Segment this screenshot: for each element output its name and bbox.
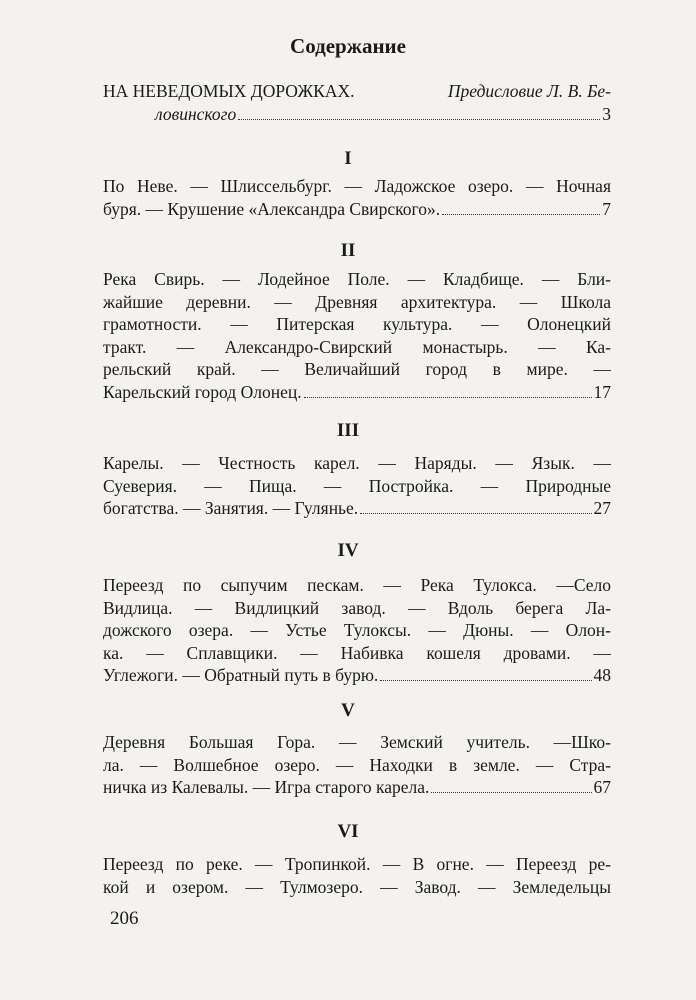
toc-entry-chapter-5 [103, 731, 611, 799]
toc-last-line [103, 198, 611, 221]
toc-entry-chapter-3 [103, 452, 611, 520]
toc-entry-chapter-1 [103, 175, 611, 220]
toc-line: жайшие деревни. — Древняя архитектура. — Школа [103, 291, 611, 312]
preface-page-number: 3 [602, 103, 611, 124]
chapter-numeral-3: III [336, 420, 360, 441]
chapter-numeral-4: IV [337, 540, 359, 561]
toc-line: Переезд по реке. — Тропинкой. — В огне. — Переезд ре- [103, 854, 611, 874]
toc-line: Карелы. — Честность карел. — Наряды. — Язык. — [103, 453, 611, 473]
toc-page-number: 7 [602, 198, 611, 219]
toc-last-line [103, 664, 611, 687]
toc-last-line [103, 776, 611, 799]
toc-line: ка. — Сплавщики. — Набивка кошеля дровами. — [103, 642, 611, 663]
toc-line: Река Свирь. — Лодейное Поле. — Кладбище. — Бли- [103, 269, 611, 289]
toc-last-text: Карельский город Олонец. [103, 381, 302, 402]
page-number: 206 [110, 908, 139, 929]
preface-line-2 [103, 103, 611, 126]
chapter-numeral-6: VI [337, 821, 359, 842]
preface-caps: НА НЕВЕДОМЫХ ДОРОЖКАХ. [103, 81, 355, 101]
toc-entry-chapter-2 [103, 268, 611, 403]
dot-leader [380, 680, 591, 681]
toc-entry-preface [103, 80, 611, 125]
dot-leader [431, 792, 591, 793]
toc-page-number: 67 [593, 777, 611, 797]
chapter-numeral-5: V [341, 700, 355, 721]
toc-last-text: Углежоги. — Обратный путь в бурю. [103, 665, 379, 685]
toc-line: рельский край. — Величайший город в мире. — [103, 359, 611, 379]
toc-line: Видлица. — Видлицкий завод. — Вдоль берега Ла- [103, 597, 611, 618]
toc-line: По Неве. — Шлиссельбург. — Ладожское озеро. — Ночная [103, 176, 611, 196]
page-title: Содержание [290, 34, 406, 58]
toc-entry-chapter-6 [103, 853, 611, 898]
toc-line: тракт. — Александро-Свирский монастырь. — Ка- [103, 336, 611, 357]
dot-leader [360, 513, 591, 514]
toc-last-text: буря. — Крушение «Александра Свирского». [103, 198, 441, 219]
toc-line: Деревня Большая Гора. — Земский учитель. —Шко- [103, 732, 611, 752]
dot-leader [238, 119, 600, 120]
preface-author-cont: ловинского [155, 103, 237, 124]
toc-line: Суеверия. — Пища. — Постройка. — Природные [103, 475, 611, 496]
toc-line: грамотности. — Питерская культура. — Олонецкий [103, 314, 611, 334]
chapter-numeral-1: I [344, 148, 352, 169]
preface-line-1 [103, 80, 611, 103]
toc-page-number: 17 [593, 381, 611, 402]
toc-line: Переезд по сыпучим пескам. — Река Тулокса. —Село [103, 575, 611, 595]
toc-line: дожского озера. — Устье Тулоксы. — Дюны. — Олон- [103, 620, 611, 640]
preface-author: Предисловие Л. В. Бе- [447, 81, 611, 101]
toc-line: ла. — Волшебное озеро. — Находки в земле. — Стра- [103, 754, 611, 775]
toc-line: кой и озером. — Тулмозеро. — Завод. — Земледельцы [103, 876, 611, 897]
chapter-numeral-2: II [340, 240, 356, 261]
dot-leader [304, 397, 592, 398]
toc-page-number: 27 [593, 498, 611, 518]
toc-last-line [103, 497, 611, 520]
toc-page-number: 48 [593, 665, 611, 685]
toc-entry-chapter-4 [103, 574, 611, 687]
toc-last-text: ничка из Калевалы. — Игра старого карела. [103, 777, 430, 797]
toc-last-line [103, 381, 611, 404]
toc-last-text: богатства. — Занятия. — Гулянье. [103, 498, 359, 518]
dot-leader [442, 214, 600, 215]
